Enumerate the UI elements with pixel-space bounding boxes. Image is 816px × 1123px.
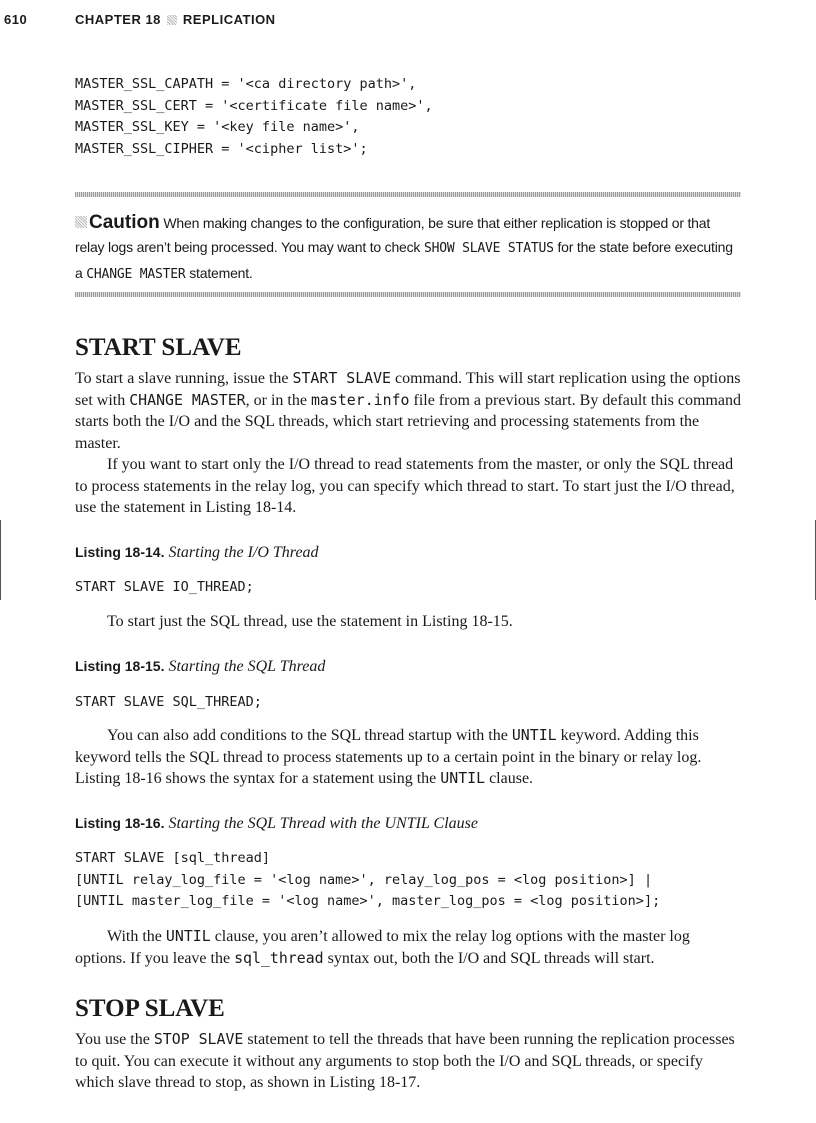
code-line: MASTER_SSL_CAPATH = '<ca directory path>', <box>75 76 417 92</box>
running-header <box>0 12 816 32</box>
paragraph-until-keyword: You can also add conditions to the SQL thread startup with the UNTIL keyword. Adding this keyword tells the SQL thread to process statements up to a certain point in the binary or relay log. Listing 18-16 shows the syntax for a statement using the UNTIL clause. <box>75 726 702 787</box>
code-line: [UNTIL master_log_file = '<log name>', master_log_pos = <log position>]; <box>75 893 661 909</box>
paragraph-start-thread: If you want to start only the I/O thread to read statements from the master, or only the SQL thread to process statements in the relay log, you can specify which thread to start. To start just the I/O thread, use the statement in Listing 18-14. <box>75 456 735 516</box>
chapter-title: CHAPTER 18 REPLICATION <box>75 12 276 27</box>
page-number: 610 <box>4 12 28 27</box>
code-line: MASTER_SSL_CIPHER = '<cipher list>'; <box>75 140 368 157</box>
listing-caption-18-16: Listing 18-16. Starting the SQL Thread with the UNTIL Clause <box>75 815 478 832</box>
code-listing-18-15: START SLAVE SQL_THREAD; <box>75 694 262 710</box>
listing-caption-18-14: Listing 18-14. Starting the I/O Thread <box>75 544 319 561</box>
code-line: MASTER_SSL_CERT = '<certificate file name>', <box>75 97 433 114</box>
crop-mark-left <box>0 520 1 600</box>
paragraph-stop-slave: You use the STOP SLAVE statement to tell the threads that have been running the replication processes to quit. You can execute it without any arguments to stop both the I/O and SQL threads, or specify which slave thread to stop, as shown in Listing 18-17. <box>75 1030 735 1091</box>
code-line: MASTER_SSL_KEY = '<key file name>', <box>75 119 360 135</box>
caution-note: Caution When making changes to the configuration, be sure that either replication is stopped or that relay logs aren’t being processed. You may want to check SHOW SLAVE STATUS for the state before executing a CHANGE MASTER statement. <box>75 212 733 282</box>
heading-start-slave: START SLAVE <box>75 334 242 361</box>
code-listing-18-14: START SLAVE IO_THREAD; <box>75 579 254 595</box>
caution-label: Caution <box>89 212 160 233</box>
caution-square-icon <box>75 216 87 228</box>
code-line: [UNTIL relay_log_file = '<log name>', relay_log_pos = <log position>] | <box>75 871 653 888</box>
heading-stop-slave: STOP SLAVE <box>75 995 225 1022</box>
paragraph-start-slave-intro: To start a slave running, issue the START SLAVE command. This will start replication using the options set with CHANGE MASTER, or in the master.info file from a previous start. By default this command starts both the I/O and the SQL threads, which start retrieving and processing statements from the master. <box>75 369 741 452</box>
code-block-ssl-options <box>75 74 433 160</box>
caution-rule-bottom <box>75 292 741 297</box>
paragraph-until-clause: With the UNTIL clause, you aren’t allowed to mix the relay log options with the master log options. If you leave the sql_thread syntax out, both the I/O and SQL threads will start. <box>75 927 690 967</box>
code-line: START SLAVE [sql_thread] <box>75 850 271 866</box>
paragraph-sql-thread: To start just the SQL thread, use the statement in Listing 18-15. <box>107 613 513 630</box>
caution-rule-top <box>75 192 741 197</box>
listing-caption-18-15: Listing 18-15. Starting the SQL Thread <box>75 658 326 675</box>
header-square-icon <box>167 15 177 25</box>
code-listing-18-16 <box>75 848 660 913</box>
